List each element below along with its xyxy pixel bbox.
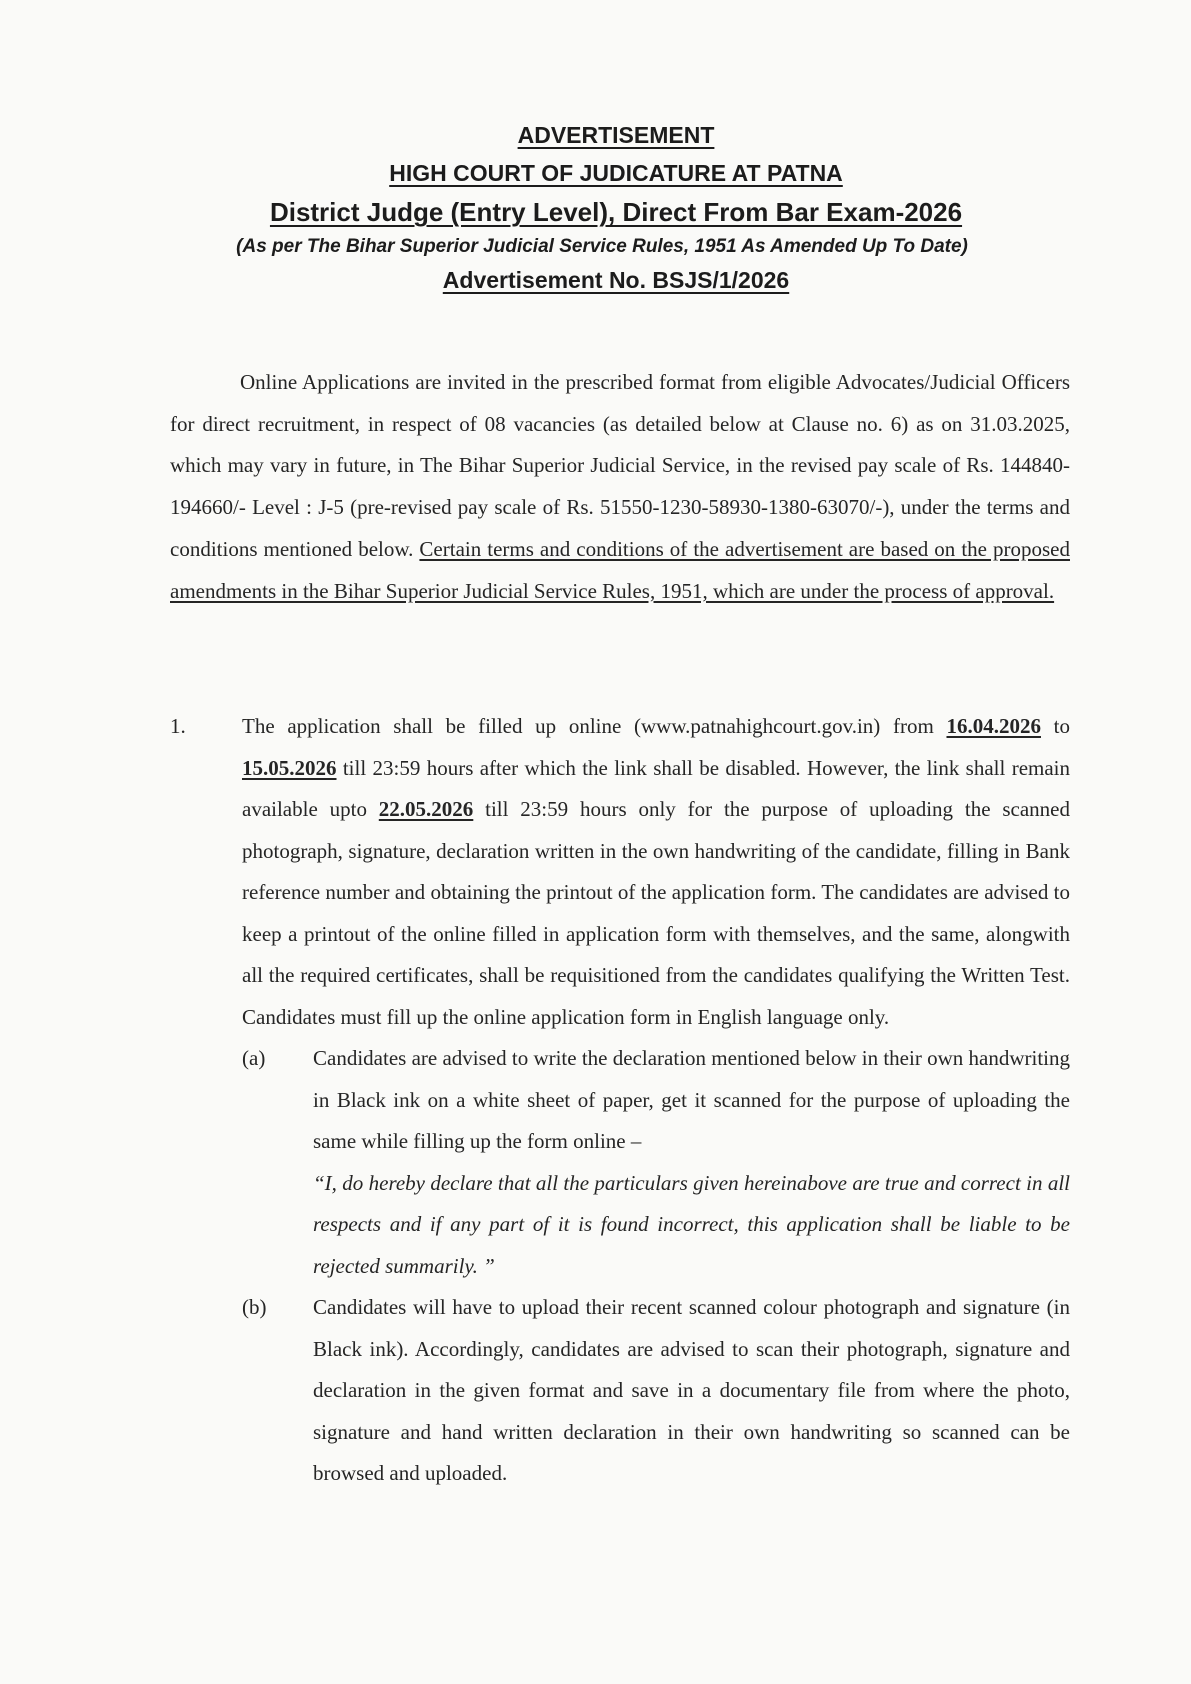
clause-1-part-2: to	[1040, 714, 1070, 738]
date-from: 16.04.2026	[946, 714, 1041, 738]
document-header	[0, 124, 1191, 292]
sub-clause-a	[242, 1038, 1070, 1287]
declaration-quote: “I, do hereby declare that all the particulars given hereinabove are true and correct in all respects and if any part of it is found incorrect, this application shall be liable to be rejected summarily. ”	[313, 1170, 1070, 1278]
intro-underlined-note: Certain terms and conditions of the advertisement are based on the proposed amendments in the Bihar Superior Judicial Service Rules, 1951, which are under the process of approval.	[170, 536, 1070, 603]
clause-1-part-1: The application shall be filled up online (www.patnahighcourt.gov.in) from	[242, 714, 947, 738]
advertisement-heading: ADVERTISEMENT	[517, 122, 715, 148]
clause-1-part-3: till 23:59 hours after which the link shall be disabled. However, the link shall remain available upto	[242, 755, 1070, 821]
sub-clause-b	[242, 1287, 1070, 1495]
date-to: 15.05.2026	[242, 755, 337, 780]
sub-clause-a-text-block	[313, 1038, 1070, 1287]
rules-subtitle: (As per The Bihar Superior Judicial Service Rules, 1951 As Amended Up To Date)	[236, 236, 968, 257]
court-heading: HIGH COURT OF JUDICATURE AT PATNA	[389, 160, 843, 186]
advertisement-number: Advertisement No. BSJS/1/2026	[442, 267, 790, 293]
sub-clause-b-mark: (b)	[242, 1295, 267, 1319]
exam-title: District Judge (Entry Level), Direct From Bar Exam-2026	[269, 197, 963, 227]
date-upload: 22.05.2026	[378, 797, 474, 821]
clause-1-text	[242, 706, 1070, 1038]
clause-1-part-4: till 23:59 hours only for the purpose of uploading the scanned photograph, signature, declaration written in the own handwriting of the candidate, filling in Bank reference number and obtaining the printout of the application form. The candidates are advised to keep a printout of the online filled in application form with themselves, and the same, alongwith all the required certificates, shall be requisitioned from the candidates qualifying the Written Test. Candidates must fill up the online application form in English language only.	[242, 797, 1071, 1029]
clause-1	[170, 706, 1070, 1495]
sub-clause-b-text: Candidates will have to upload their recent scanned colour photograph and signature (in Black ink). Accordingly, candidates are advised to scan their photograph, signature and declaration in the given format and save in a documentary file from where the photo, signature and hand written declaration in their own handwriting so scanned can be browsed and uploaded.	[313, 1295, 1070, 1485]
sub-clause-a-mark: (a)	[242, 1046, 266, 1070]
sub-clause-a-text: Candidates are advised to write the declaration mentioned below in their own handwriting in Black ink on a white sheet of paper, get it scanned for the purpose of uploading the same while filling up the form online –	[313, 1046, 1070, 1153]
intro-text: Online Applications are invited in the prescribed format from eligible Advocates/Judicial Officers for direct recruitment, in respect of 08 vacancies (as detailed below at Clause no. 6) as on 31.03.2025, which may vary in future, in The Bihar Superior Judicial Service, in the revised pay scale of Rs. 144840-194660/- Level : J-5 (pre-revised pay scale of Rs. 51550-1230-58930-1380-63070/-), under the terms and conditions mentioned below.	[170, 370, 1070, 561]
intro-paragraph	[170, 362, 1070, 612]
clause-number: 1.	[170, 714, 186, 738]
